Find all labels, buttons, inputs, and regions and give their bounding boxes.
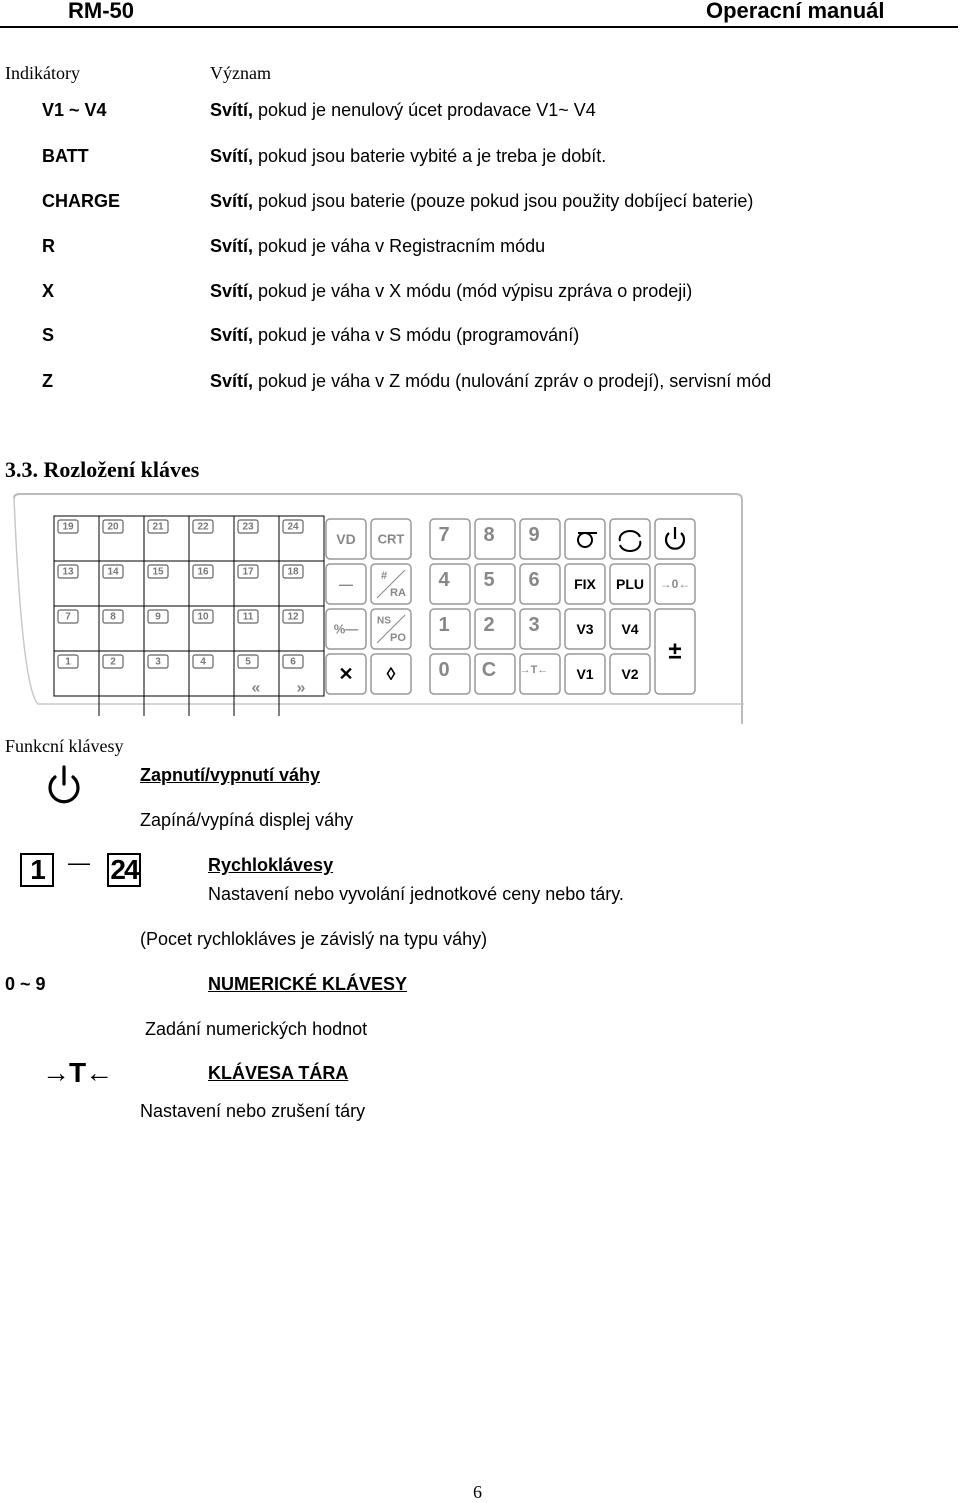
speed-key-label: 19 bbox=[62, 521, 74, 533]
numeric-key[interactable] bbox=[475, 564, 515, 604]
header-left-title: RM-50 bbox=[68, 0, 135, 23]
indicator-code: S bbox=[42, 325, 55, 345]
numeric-label: 0 ~ 9 bbox=[5, 974, 46, 994]
indicator-desc: Svítí, pokud je váha v X módu (mód výpisu zpráva o prodeji) bbox=[210, 281, 693, 301]
numeric-key-label: 9 bbox=[528, 524, 540, 546]
vd-key-label: VD bbox=[336, 531, 356, 547]
indicator-code: Z bbox=[42, 371, 53, 391]
indicator-desc: Svítí, pokud je nenulový úcet prodavace V1~ V4 bbox=[210, 100, 596, 120]
numeric-key[interactable] bbox=[520, 609, 560, 649]
keyboard-layout bbox=[10, 492, 746, 724]
speed-key-24-symbol: 24 bbox=[107, 853, 141, 887]
speed-key-label: 7 bbox=[65, 611, 71, 623]
refresh-key[interactable] bbox=[610, 519, 650, 559]
power-icon bbox=[46, 764, 82, 808]
numeric-key[interactable] bbox=[520, 564, 560, 604]
indicator-code: R bbox=[42, 236, 55, 256]
numeric-desc: Zadání numerických hodnot bbox=[145, 1019, 368, 1039]
speed-key-label: 6 bbox=[290, 656, 296, 668]
section-title: 3.3. Rozložení kláves bbox=[5, 457, 200, 482]
paper-feed-key[interactable] bbox=[565, 519, 605, 559]
speed-key-label: 12 bbox=[287, 611, 299, 623]
numeric-key-label: 1 bbox=[438, 614, 450, 636]
speed-key-label: 22 bbox=[197, 521, 209, 533]
scroll-left-icon: « bbox=[251, 679, 261, 697]
multiply-key-label: ✕ bbox=[338, 664, 354, 684]
total-key-label: ± bbox=[668, 637, 682, 665]
indicator-desc: Svítí, pokud je váha v Registracním módu bbox=[210, 236, 546, 256]
indicator-desc: Svítí, pokud je váha v Z módu (nulování zpráv o prodejí), servisní mód bbox=[210, 371, 772, 391]
numeric-key-label: 6 bbox=[528, 569, 540, 591]
numeric-key-label: 3 bbox=[528, 614, 540, 636]
speed-key-label: 13 bbox=[62, 566, 74, 578]
header-right-title: Operacní manuál bbox=[706, 0, 885, 23]
ns-key-label: NS bbox=[377, 615, 391, 627]
function-key-grid bbox=[326, 519, 411, 694]
speed-key-label: 10 bbox=[197, 611, 209, 623]
percent-key-label: %— bbox=[333, 621, 359, 637]
indicator-code: BATT bbox=[42, 146, 89, 166]
numeric-key-label: 7 bbox=[438, 524, 450, 546]
speed-heading: Rychloklávesy bbox=[208, 855, 334, 875]
speed-desc: Nastavení nebo vyvolání jednotkové ceny nebo táry. bbox=[208, 884, 624, 904]
speed-key-label: 18 bbox=[287, 566, 299, 578]
speed-key-label: 1 bbox=[65, 656, 71, 668]
speed-key-label: 2 bbox=[110, 656, 116, 668]
meaning-col-header: Význam bbox=[210, 63, 271, 83]
speed-key-label: 8 bbox=[110, 611, 116, 623]
numeric-key[interactable] bbox=[430, 564, 470, 604]
numeric-key-label: →T← bbox=[519, 664, 549, 676]
numeric-key-label: 8 bbox=[483, 524, 495, 546]
numeric-key-label: 4 bbox=[438, 569, 450, 591]
speed-note: (Pocet rychlokláves je závislý na typu váhy) bbox=[140, 929, 488, 949]
speed-key-label: 4 bbox=[200, 656, 206, 668]
v1-key-label: V1 bbox=[576, 666, 594, 682]
header-rule bbox=[0, 26, 958, 28]
numeric-heading: NUMERICKÉ KLÁVESY bbox=[208, 974, 408, 994]
v3-key-label: V3 bbox=[576, 621, 594, 637]
speed-key-label: 17 bbox=[242, 566, 254, 578]
numeric-key[interactable] bbox=[430, 609, 470, 649]
speed-key-label: 24 bbox=[287, 521, 299, 533]
speed-key-1-symbol: 1 bbox=[20, 853, 54, 887]
tare-desc: Nastavení nebo zrušení táry bbox=[140, 1101, 366, 1121]
scroll-right-icon: » bbox=[296, 679, 306, 697]
v2-key-label: V2 bbox=[621, 666, 639, 682]
plu-key-label: PLU bbox=[616, 576, 644, 592]
po-key-label: PO bbox=[390, 632, 406, 644]
speed-key-label: 21 bbox=[152, 521, 164, 533]
tare-heading: KLÁVESA TÁRA bbox=[208, 1063, 349, 1083]
indicator-code: X bbox=[42, 281, 55, 301]
zero-key-label: →0← bbox=[659, 577, 691, 591]
range-dash: — bbox=[68, 850, 90, 875]
function-keys-title: Funkcní klávesy bbox=[5, 736, 124, 756]
speed-key-label: 16 bbox=[197, 566, 209, 578]
speed-key-label: 3 bbox=[155, 656, 161, 668]
power-heading: Zapnutí/vypnutí váhy bbox=[140, 765, 321, 785]
numeric-key[interactable] bbox=[475, 519, 515, 559]
speed-key-label: 20 bbox=[107, 521, 119, 533]
ra-key-label: RA bbox=[390, 587, 406, 599]
numeric-key[interactable] bbox=[430, 519, 470, 559]
indicator-desc: Svítí, pokud jsou baterie vybité a je treba je dobít. bbox=[210, 146, 607, 166]
tare-symbol: →T← bbox=[42, 1057, 113, 1088]
numeric-key-label: 5 bbox=[483, 569, 495, 591]
diamond-key-label: ◊ bbox=[386, 664, 396, 684]
numeric-key-label: 2 bbox=[483, 614, 495, 636]
numeric-key-label: 0 bbox=[438, 659, 450, 681]
indicator-code: V1 ~ V4 bbox=[42, 100, 107, 120]
v4-key-label: V4 bbox=[621, 621, 639, 637]
crt-key-label: CRT bbox=[377, 531, 405, 547]
indicators-col-header: Indikátory bbox=[5, 63, 80, 83]
indicator-code: CHARGE bbox=[42, 191, 121, 211]
minus-key-label: — bbox=[339, 576, 353, 592]
fix-key-label: FIX bbox=[574, 576, 596, 592]
page-number: 6 bbox=[473, 1482, 482, 1502]
speed-key-label: 11 bbox=[242, 611, 254, 623]
speed-key-label: 15 bbox=[152, 566, 164, 578]
power-desc: Zapíná/vypíná displej váhy bbox=[140, 810, 354, 830]
hash-key-label: # bbox=[380, 570, 388, 582]
numeric-key[interactable] bbox=[520, 519, 560, 559]
numeric-key[interactable] bbox=[475, 609, 515, 649]
speed-key-label: 14 bbox=[107, 566, 119, 578]
indicator-desc: Svítí, pokud jsou baterie (pouze pokud jsou použity dobíjecí baterie) bbox=[210, 191, 754, 211]
numeric-key-grid bbox=[430, 519, 560, 694]
right-key-grid bbox=[565, 519, 695, 694]
speed-key-label: 23 bbox=[242, 521, 254, 533]
speed-key-label: 5 bbox=[245, 656, 251, 668]
numeric-key-label: C bbox=[481, 659, 497, 681]
indicator-desc: Svítí, pokud je váha v S módu (programování) bbox=[210, 325, 580, 345]
speed-key-grid bbox=[54, 516, 324, 716]
numeric-key[interactable] bbox=[430, 654, 470, 694]
speed-key-label: 9 bbox=[155, 611, 161, 623]
